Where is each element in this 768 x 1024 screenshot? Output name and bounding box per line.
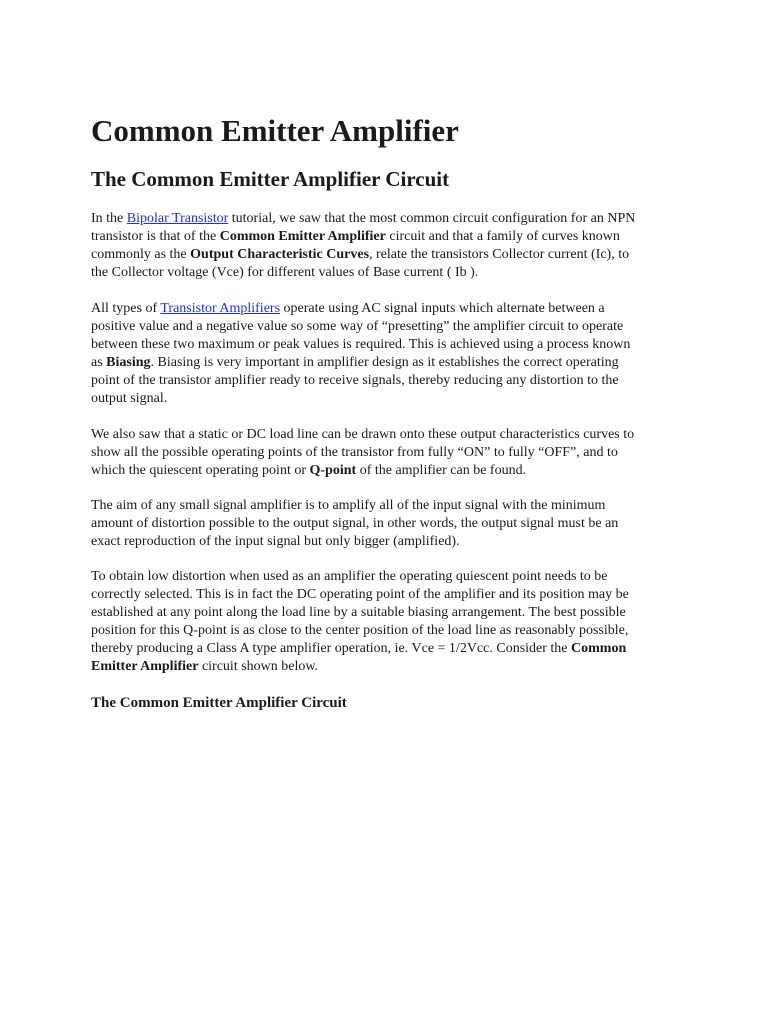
paragraph-line	[91, 658, 681, 676]
paragraph-line	[91, 640, 681, 658]
text-run: transistor is that of the	[91, 229, 220, 244]
paragraph-load-line	[91, 426, 681, 480]
text-run: circuit shown below.	[198, 659, 319, 674]
paragraph-line	[91, 300, 681, 318]
paragraph-line: position for this Q-point is as close to the center position of the load line as reasonably possible,	[91, 623, 629, 638]
text-run: commonly as the	[91, 247, 191, 262]
paragraph-distortion	[91, 568, 681, 676]
text-run: . Biasing is very important in amplifier design as it establishes the correct operating	[150, 355, 619, 370]
paragraph-line: established at any point along the load line by a suitable biasing arrangement. The best possible	[91, 605, 626, 620]
paragraph-line: the Collector voltage (Vce) for different values of Base current ( Ib ).	[91, 265, 479, 280]
paragraph-line	[91, 354, 681, 372]
paragraph-line	[91, 462, 681, 480]
paragraph-line: amount of distortion possible to the output signal, in other words, the output signal must be an	[91, 516, 619, 531]
bold-term: Common	[571, 641, 627, 656]
paragraph-line: The aim of any small signal amplifier is to amplify all of the input signal with the minimum	[91, 498, 606, 513]
text-run: , relate the transistors Collector current (Ic), to	[369, 247, 630, 262]
page-title: Common Emitter Amplifier	[91, 113, 459, 148]
text-run: tutorial, we saw that the most common circuit configuration for an NPN	[228, 211, 636, 226]
paragraph-line: show all the possible operating points of the transistor from fully “ON” to fully “OFF”, and to	[91, 445, 618, 460]
paragraph-line: correctly selected. This is in fact the DC operating point of the amplifier and its position may be	[91, 587, 629, 602]
paragraph-line	[91, 228, 681, 246]
transistor-amplifiers-link[interactable]: Transistor Amplifiers	[160, 301, 281, 316]
paragraph-line: We also saw that a static or DC load line can be drawn onto these output characteristics curves to	[91, 427, 635, 442]
bold-term: Output Characteristic Curves	[190, 247, 370, 262]
paragraph-line	[91, 210, 681, 228]
text-run: In the	[91, 211, 127, 226]
text-run: which the quiescent operating point or	[91, 463, 310, 478]
paragraph-line: output signal.	[91, 391, 168, 406]
bold-term: Biasing	[106, 355, 151, 370]
paragraph-line: To obtain low distortion when used as an amplifier the operating quiescent point needs to be	[91, 569, 608, 584]
paragraph-line: exact reproduction of the input signal but only bigger (amplified).	[91, 534, 460, 549]
paragraph-aim	[91, 497, 681, 551]
bold-term: Common Emitter Amplifier	[219, 229, 386, 244]
text-run: operate using AC signal inputs which alternate between a	[280, 301, 605, 316]
bold-term: Q-point	[309, 463, 357, 478]
text-run: circuit and that a family of curves known	[385, 229, 620, 244]
text-run: All types of	[91, 301, 161, 316]
text-run: thereby producing a Class A type amplifier operation, ie. Vce = 1/2Vcc. Consider the	[91, 641, 572, 656]
circuit-subheading: The Common Emitter Amplifier Circuit	[91, 695, 347, 711]
text-run: as	[91, 355, 107, 370]
section-heading: The Common Emitter Amplifier Circuit	[91, 167, 450, 191]
paragraph-line: point of the transistor amplifier ready to receive signals, thereby reducing any distortion to the	[91, 373, 619, 388]
paragraph-biasing	[91, 300, 681, 408]
paragraph-line	[91, 246, 681, 264]
paragraph-line: positive value and a negative value so some way of “presetting” the amplifier circuit to operate	[91, 319, 624, 334]
paragraph-intro	[91, 210, 681, 282]
text-run: of the amplifier can be found.	[356, 463, 527, 478]
bipolar-transistor-link[interactable]: Bipolar Transistor	[126, 211, 229, 226]
bold-term: Emitter Amplifier	[91, 659, 199, 674]
paragraph-line: between these two maximum or peak values is required. This is achieved using a process known	[91, 337, 631, 352]
